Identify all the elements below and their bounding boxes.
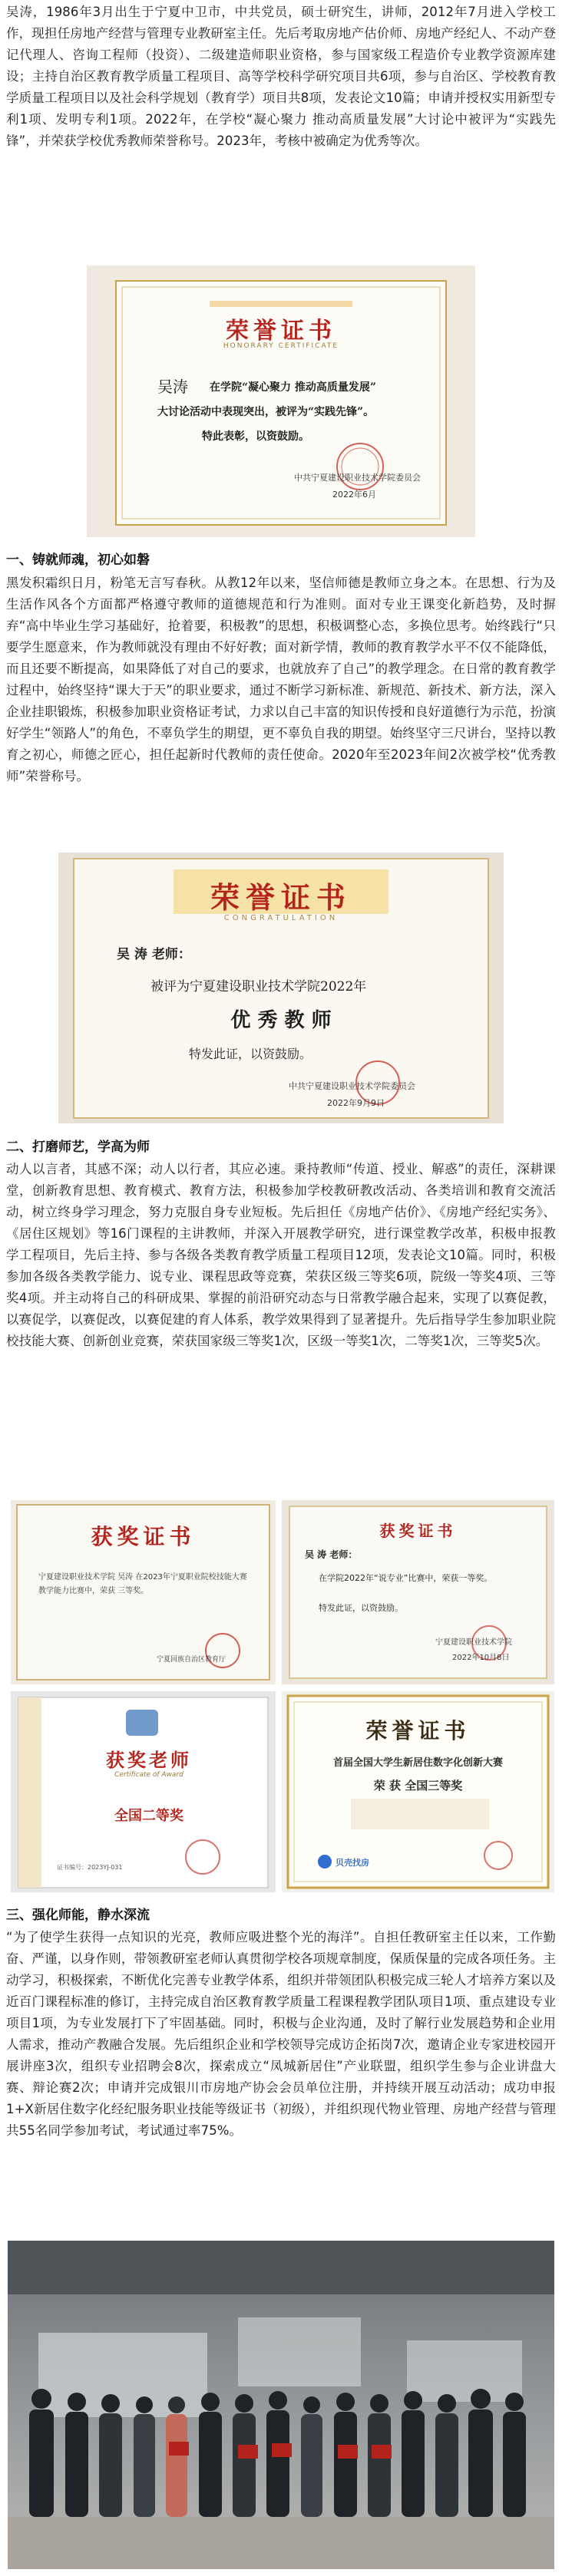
- intro-paragraph: 吴涛，1986年3月出生于宁夏中卫市，中共党员，硕士研究生，讲师，2012年7月进入学校工作，现担任房地产经营与管理专业教研室主任。先后考取房地产估价师、房地产经纪人、不动产登记代理人、咨询工程师（投资）、二级建造师职业资格，参与国家级工程造价专业教学资源库建设；主持自治区教育教学质量工程项目、高等学校科学研究项目共6项，参与自治区、学校教育教学质量工程项目以及社会科学规划（教育学）项目共8项，发表论文10篇；申请并授权实用新型专利1项、发明专利1项。2022年，在学校“凝心聚力 推动高质量发展”大讨论中被评为“实践先锋”，并荣获学校优秀教师荣誉称号。2023年，考核中被确定为优秀等次。: [6, 5, 556, 148]
- cert6-sponsor: 贝壳找房: [336, 1858, 369, 1868]
- cert5-cert-no: 证书编号：2023YJ-031: [57, 1864, 123, 1871]
- certificate-excellent-teacher-photo: [58, 853, 504, 1123]
- group-photo-illustration: [8, 2241, 554, 2569]
- certificate-speaking-profession-award-photo: [282, 1500, 554, 1684]
- section-3-paragraph: “为了使学生获得一点知识的光亮，教师应吸进整个光的海洋”。自担任教研室主任以来，工作勤奋、严谨，以身作则，带领教研室老师认真贯彻学校各项规章制度，保质保量的完成各项任务。主动学习，积极探索，不断优化完善专业教学体系，组织并带领团队积极完成三轮人才培养方案以及近百门课程标准的修订，主持完成自治区教育教学质量工程课程教学团队项目1项、重点建设专业项目1项，为专业发展打下了牢固基础。同时，积极与企业沟通，及时了解行业发展趋势和企业用人需求，推动产教融合发展。先后组织企业和学校领导完成访企拓岗7次，邀请企业专家进校园开展讲座3次，组织专业招聘会8次，探索成立“凤城新居住”产业联盟，组织学生参与企业讲盘大赛、辩论赛2次；申请并完成银川市房地产协会会员单位注册，并持续开展互动活动；成功申报1+X新居住数字化经纪服务职业技能等级证书（初级），并组织现代物业管理、房地产经营与管理共55名同学参加考试，考试通过率75%。: [6, 1930, 556, 2138]
- cert6-title: 荣誉证书: [365, 1718, 471, 1743]
- cert4-recipient: 吴 涛 老师：: [305, 1549, 358, 1560]
- cert2-title: 荣誉证书: [210, 880, 352, 915]
- cert3-title: 获奖证书: [91, 1524, 196, 1549]
- cert4-date: 2022年10月8日: [452, 1654, 510, 1662]
- section-2-paragraph: 动人以言者，其感不深；动人以行者，其应必速。秉持教师“传道、授业、解惑”的责任，深耕课堂，创新教育思想、教育模式、教育方法，积极参加学校教研教改活动、各类培训和教育交流活动，树立终身学习理念，努力克服自身专业短板。先后担任《房地产估价》、《房地产经纪实务》、《居住区规划》等16门课程的主讲教师，并深入开展教学研究，进行课堂教学改革，积极申报教学工程项目，先后主持、参与各级各类教育教学质量工程项目12项，发表论文10篇。同时，积极参加各级各类教学能力、说专业、课程思政等竞赛，荣获区级三等奖6项，院级一等奖4项、三等奖4项。并主动将自己的科研成果、掌握的前沿研究动态与日常教学融合起来，实现了以赛促教，以赛促学，以赛促改，以赛促建的育人体系，教学效果得到了显著提升。先后指导学生参加职业院校技能大赛、创新创业竞赛，荣获国家级三等奖1次，区级一等奖1次，二等奖1次，三等奖5次。: [6, 1162, 556, 1348]
- cert1-title: 荣誉证书: [226, 318, 336, 345]
- cert1-line3: 特此表彰，以资鼓励。: [202, 430, 309, 443]
- cert2-line1: 被评为宁夏建设职业技术学院2022年: [150, 979, 367, 994]
- cert4-line3: 特发此证，以资鼓励。: [319, 1603, 403, 1613]
- group-photo: [8, 2241, 554, 2569]
- cert1-recipient: 吴涛: [157, 378, 188, 396]
- cert4-issuer: 宁夏建设职业技术学院: [435, 1638, 512, 1647]
- cert1-line2: 大讨论活动中表现突出，被评为“实践先锋”。: [157, 406, 375, 418]
- certificate-teaching-ability-award-photo: [11, 1500, 276, 1684]
- cert1-issuer: 中共宁夏建设职业技术学院委员会: [294, 473, 421, 483]
- section-1-paragraph: 黑发积霜织日月，粉笔无言写春秋。从教12年以来，坚信师德是教师立身之本。在思想、行为及生活作风各个方面都严格遵守教师的道德规范和行为准则。面对专业王课变化新趋势，及时摒弃“高中毕业生学习基础好，抢着要，积极教”的思想，积极调整心态，多换位思考。始终践行“只要学生愿意来，作为教师就没有理由不好好教；面对新学情，教师的教育教学水平不仅不能降低，而且还要不断提高，如果降低了对自己的要求，也就放弃了自己”的教学理念。在日常的教育教学过程中，始终坚持“课大于天”的职业要求，通过不断学习新标准、新规范、新技术、新方法，深入企业挂职锻炼，积极参加职业资格证考试，力求以自己丰富的知识传授和良好道德行为示范，扮演好学生“领路人”的角色，不辜负学生的期望，更不辜负自我的期望。始终坚守三尺讲台，坚持以教育之初心，师德之匠心，担任起新时代教师的责任使命。2020年至2023年间2次被学校“优秀教师”荣誉称号。: [6, 576, 556, 783]
- certificate-practice-pioneer-photo: [87, 266, 475, 537]
- cert3-issuer: 宁夏回族自治区教育厅: [157, 1656, 226, 1664]
- cert2-line3: 特发此证，以资鼓励。: [189, 1047, 312, 1061]
- cert2-date: 2022年9月9日: [327, 1098, 385, 1108]
- cert4-title: 获奖证书: [379, 1522, 457, 1540]
- cert3-body: 宁夏建设职业技术学院 吴涛 在2023年宁夏职业院校技能大赛教学能力比赛中，荣获 三等奖。: [38, 1573, 247, 1595]
- cert2-recipient: 吴 涛 老师：: [117, 947, 191, 962]
- certificate-innovation-contest-photo: [282, 1691, 554, 1892]
- section-1-heading: 一、铸就师魂，初心如磐: [6, 552, 150, 568]
- cert1-date: 2022年6月: [332, 490, 376, 500]
- certificate-national-second-prize-photo: [11, 1691, 276, 1892]
- cert6-subtitle: 首届全国大学生新居住数字化创新大赛: [332, 1757, 503, 1769]
- cert5-award: 全国二等奖: [114, 1808, 183, 1824]
- section-3-heading: 三、强化师能，静水深流: [6, 1908, 150, 1923]
- cert5-title: 获奖老师: [106, 1749, 192, 1771]
- cert1-subtitle: HONORARY CERTIFICATE: [223, 342, 339, 350]
- cert6-award: 荣 获 全国三等奖: [373, 1779, 463, 1793]
- cert2-issuer: 中共宁夏建设职业技术学院委员会: [289, 1081, 415, 1091]
- section-2-heading: 二、打磨师艺，学高为师: [6, 1140, 150, 1155]
- cert1-line1: 在学院“凝心聚力 推动高质量发展”: [210, 381, 376, 394]
- cert2-award: 优 秀 教 师: [230, 1009, 332, 1032]
- cert5-subtitle: Certificate of Award: [114, 1771, 183, 1779]
- cert2-subtitle: CONGRATULATION: [223, 914, 339, 922]
- cert4-body: 在学院2022年“说专业”比赛中，荣获一等奖。: [319, 1573, 493, 1583]
